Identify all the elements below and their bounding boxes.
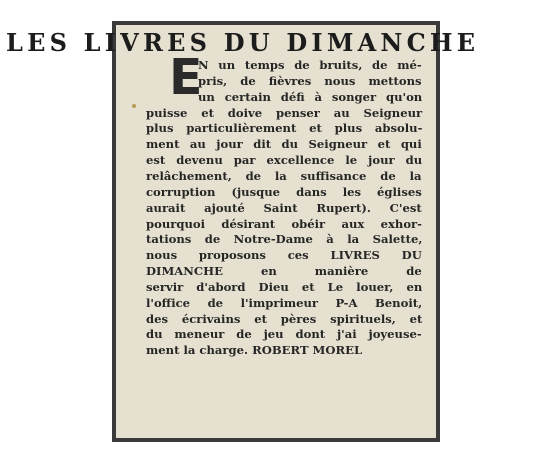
paper-stain: [132, 104, 136, 108]
text-line: pris, de fièvres nous mettons: [198, 73, 422, 88]
text-line: corruption (jusque dans les églises: [146, 184, 422, 199]
collection-title: LES LIVRES DU DIMANCHE: [6, 28, 480, 57]
text-line: l'office de l'imprimeur P-A Benoit,: [146, 295, 423, 310]
text-line: un certain défi à songer qu'on: [198, 89, 423, 104]
text-line: ment la charge. ROBERT MOREL: [146, 343, 363, 358]
drop-cap: E: [169, 49, 203, 106]
text-line: relâchement, de la suffisance de la: [146, 168, 422, 183]
text-line: plus particulièrement et plus absolu-: [146, 121, 423, 136]
text-line: tations de Notre-Dame à la Salette,: [146, 232, 423, 247]
text-line: est devenu par excellence le jour du: [146, 153, 423, 168]
text-line: des écrivains et pères spirituels, et: [146, 311, 423, 326]
text-line: pourquoi désirant obéir aux exhor-: [146, 216, 422, 231]
text-line: aurait ajouté Saint Rupert). C'est: [146, 200, 422, 215]
text-line: du meneur de jeu dont j'ai joyeuse-: [146, 327, 422, 342]
text-line: servir d'abord Dieu et Le louer, en: [146, 279, 423, 294]
text-line: puisse et doive penser au Seigneur: [146, 105, 423, 120]
scanned-page: [112, 21, 440, 442]
text-line: DIMANCHE en manière de: [146, 264, 422, 279]
text-line: nous proposons ces LIVRES DU: [146, 248, 422, 263]
text-line: N un temps de bruits, de mé-: [198, 58, 422, 72]
text-line: ment au jour dit du Seigneur et qui: [146, 137, 422, 152]
